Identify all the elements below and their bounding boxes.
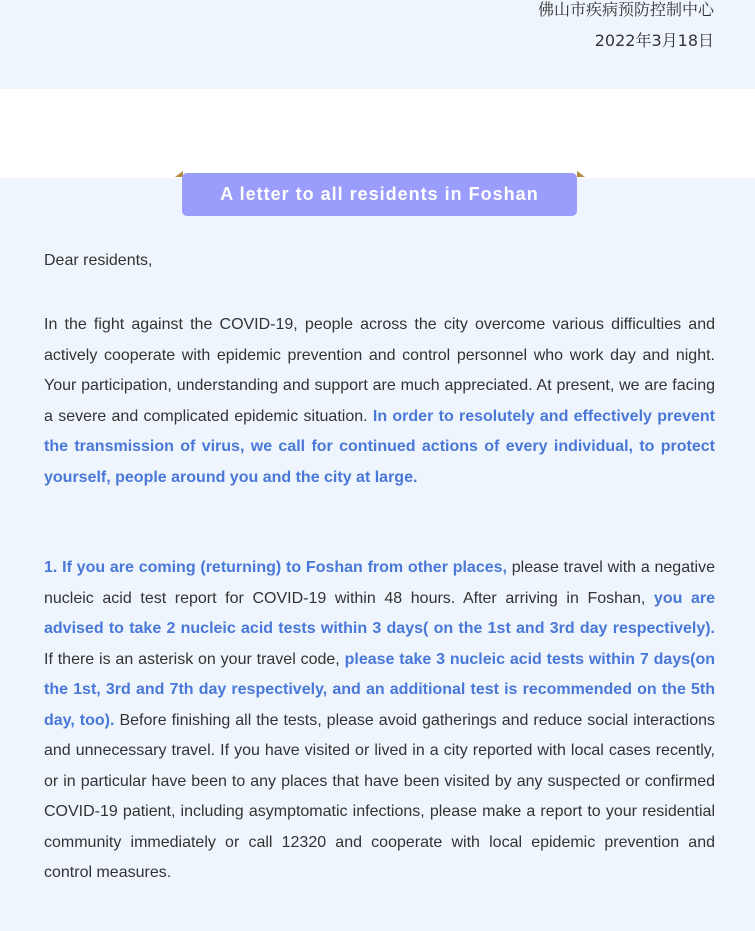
intro-paragraph xyxy=(44,310,715,493)
item1-highlight-2: you are advised to take 2 nucleic acid tests within 3 days( on the 1st and 3rd day respectively). xyxy=(44,589,715,637)
item1-heading: 1. If you are coming (returning) to Foshan from other places, xyxy=(44,559,507,576)
intro-highlight: In order to resolutely and effectively prevent the transmission of virus, we call for continued actions of every individual, to protect yourself, people around you and the city at large. xyxy=(44,407,716,486)
organization-name: 佛山市疾病预防控制中心 xyxy=(537,0,714,19)
item-1-paragraph xyxy=(44,553,715,889)
publish-date: 2022年3月18日 xyxy=(594,31,714,50)
item1-text-1: please travel with a negative nucleic acid test report for COVID-19 within 48 hours. After arriving in Foshan, xyxy=(44,559,715,607)
header-band xyxy=(0,0,755,89)
letter-title: A letter to all residents in Foshan xyxy=(182,173,577,216)
item1-text-2: If there is an asterisk on your travel code, xyxy=(44,650,340,668)
item1-highlight-3: please take 3 nucleic acid tests within 7 days(on the 1st, 3rd and 7th day respectively, and an additional test is recommended on the 5th day, too). xyxy=(44,650,715,729)
greeting: Dear residents, xyxy=(44,252,153,269)
letter-title-banner xyxy=(175,171,585,217)
section-spacer xyxy=(0,89,755,178)
intro-text: In the fight against the COVID-19, people across the city overcome various difficulties and actively cooperate with epidemic prevention and control personnel who work day and night. Your participation, understanding and support are much appreciated. At present, we are facing a severe and complicated epidemic situation. xyxy=(44,316,715,425)
banner-right-tab xyxy=(577,171,585,177)
item1-text-3: Before finishing all the tests, please avoid gatherings and reduce social interactions and unnecessary travel. If you have visited or lived in a city reported with local cases recently, or in particular have been to any places that have been visited by any suspected or confirmed COVID-19 patient, including asymptomatic infections, please make a report to your residential community immediately or call 12320 and cooperate with local epidemic prevention and control measures. xyxy=(44,711,716,881)
